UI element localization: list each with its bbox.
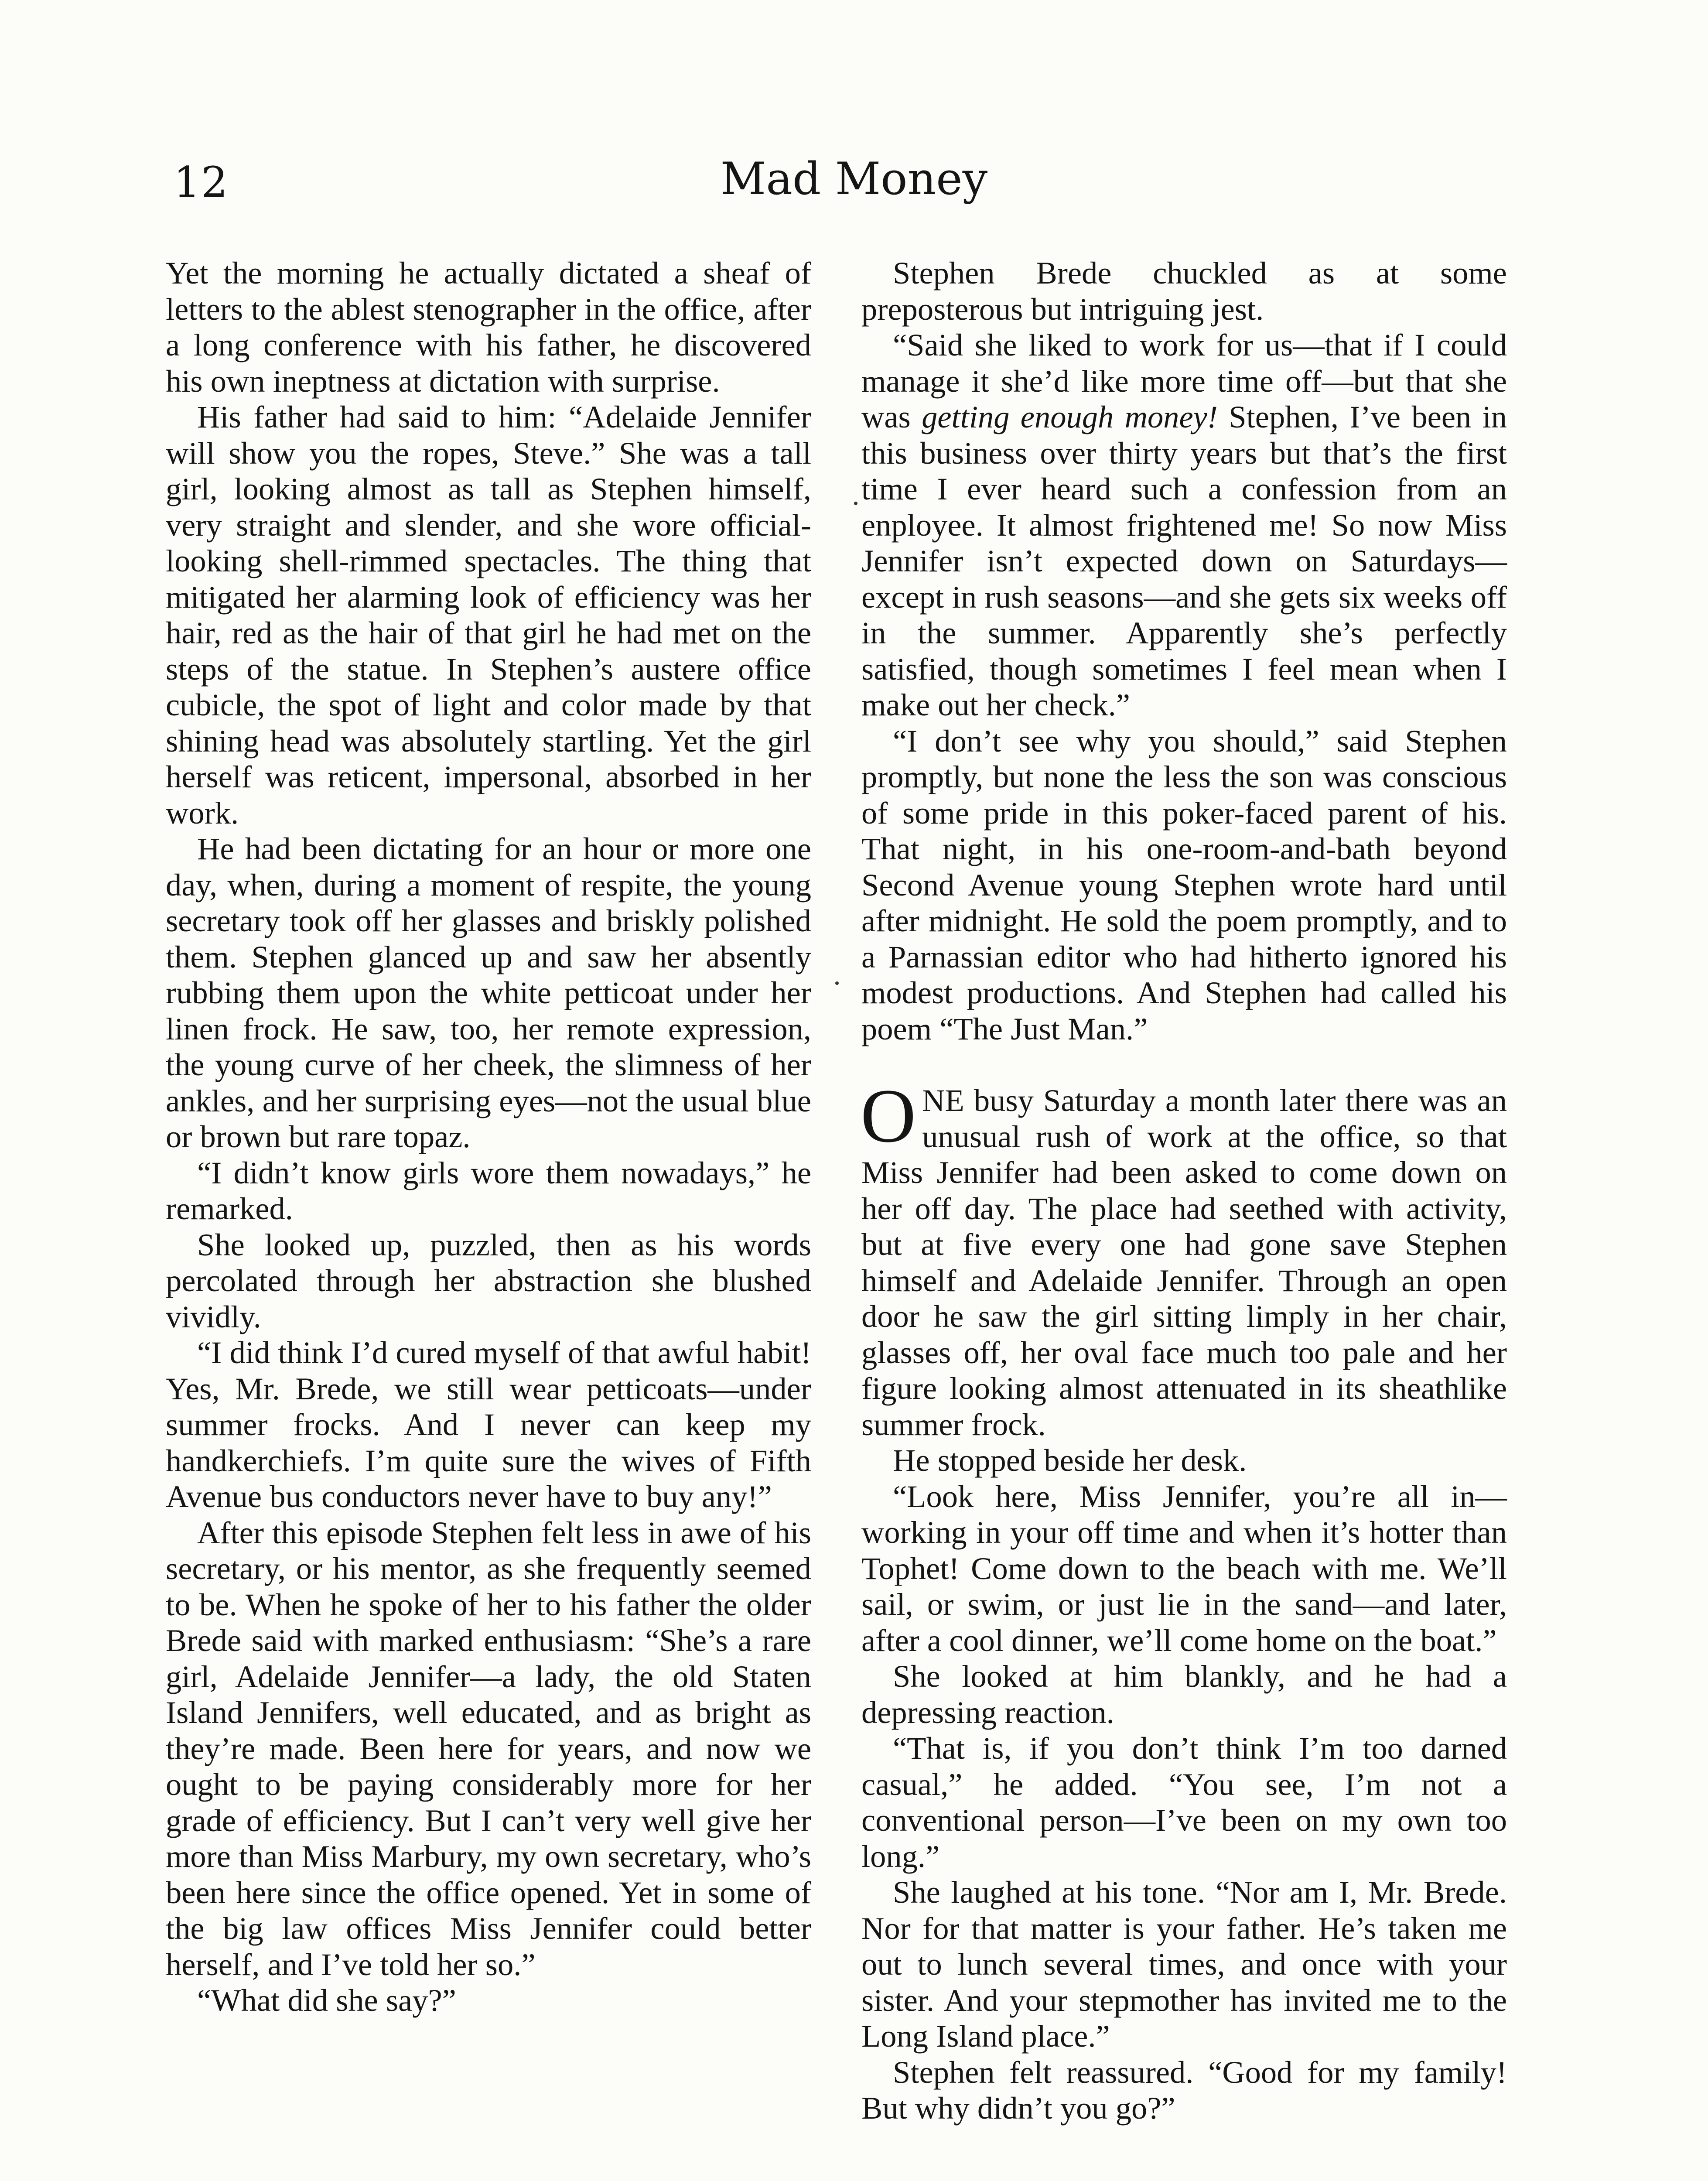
paragraph: “I didn’t know girls wore them nowadays,” he remarked. bbox=[166, 1155, 811, 1226]
paragraph: His father had said to him: “Adelaide Jennifer will show you the ropes, Steve.” She was a tall girl, looking almost as tall as Stephen himself, very straight and slender, and she wore official-looking shell-rimmed spectacles. The thing that mitigated her alarming look of efficiency was her hair, red as the hair of that girl he had met on the steps of the statue. In Stephen’s austere office cubicle, the spot of light and color made by that shining head was absolutely startling. Yet the girl herself was reticent, impersonal, absorbed in her work. bbox=[166, 399, 811, 831]
paragraph: He stopped beside her desk. bbox=[893, 1443, 1247, 1478]
paragraph: Stephen felt reassured. “Good for my family! But why didn’t you go?” bbox=[861, 2054, 1507, 2126]
paragraph: She laughed at his tone. “Nor am I, Mr. Brede. Nor for that matter is your father. He’s taken me out to lunch several times, and once with your sister. And your stepmother has invited me to the Long Island place.” bbox=[861, 1874, 1507, 2054]
text-run: NE busy Saturday a month later there was an unusual rush of work at the office, so that Miss Jennifer had been asked to come down on her off day. The place had seethed with activity, but at five every one had gone save Stephen himself and Adelaide Jennifer. Through an open door he saw the girl sitting limply in her chair, glasses off, her oval face much too pale and her figure looking almost attenuated in its sheathlike summer frock. bbox=[861, 1083, 1507, 1442]
paragraph: “I don’t see why you should,” said Stephen promptly, but none the less the son was conscious of some pride in this poker-faced parent of his. That night, in his one-room-and-bath beyond Second Avenue young Stephen wrote hard until after midnight. He sold the poem promptly, and to a Parnassian editor who had hitherto ignored his modest productions. And Stephen had called his poem “The Just Man.” bbox=[861, 723, 1507, 1046]
paragraph: He had been dictating for an hour or more one day, when, during a moment of respite, the young secretary took off her glasses and briskly polished them. Stephen glanced up and saw her absently rubbing them upon the white petticoat under her linen frock. He saw, too, her remote expression, the young curve of her cheek, the slimness of her ankles, and her surprising eyes—not the usual blue or brown but rare topaz. bbox=[166, 831, 811, 1154]
text-run: Stephen, I’ve been in this business over thirty years but that’s the first time I ever heard such a confession from an enployee. It almost frightened me! So now Miss Jennifer isn’t expected down on Saturdays—except in rush seasons—and she gets six weeks off in the summer. Apparently she’s perfectly satisfied, though sometimes I feel mean when I make out her check.” bbox=[861, 399, 1507, 722]
paragraph: Yet the morning he actually dictated a sheaf of letters to the ablest stenographer in the office, after a long conference with his father, he discovered his own ineptness at dictation with surprise. bbox=[166, 255, 811, 399]
paragraph: “That is, if you don’t think I’m too darned casual,” he added. “You see, I’m not a conventional person—I’ve been on my own too long.” bbox=[861, 1730, 1507, 1874]
print-speck bbox=[854, 502, 857, 505]
page-header bbox=[0, 153, 1708, 231]
drop-cap: O bbox=[861, 1073, 916, 1159]
left-column bbox=[166, 255, 811, 2019]
paragraph: Stephen Brede chuckled as at some preposterous but intriguing jest. bbox=[861, 255, 1507, 327]
paragraph bbox=[861, 327, 1507, 723]
running-title: Mad Money bbox=[720, 153, 988, 205]
paragraph: “Look here, Miss Jennifer, you’re all in—working in your off time and when it’s hotter than Tophet! Come down to the beach with me. We’ll sail, or swim, or just lie in the sand—and later, after a cool dinner, we’ll come home on the boat.” bbox=[861, 1478, 1507, 1658]
page-number: 12 bbox=[174, 158, 229, 207]
paragraph: She looked up, puzzled, then as his words percolated through her abstraction she blushed vividly. bbox=[166, 1227, 811, 1334]
text-run: “Said she liked to work for us—that if I could manage it she’d like more time off—but that she was bbox=[861, 327, 1507, 434]
italic-emphasis: getting enough money! bbox=[922, 399, 1218, 434]
paragraph: After this episode Stephen felt less in awe of his secretary, or his mentor, as she frequently seemed to be. When he spoke of her to his father the older Brede said with marked enthusiasm: “She’s a rare girl, Adelaide Jennifer—a lady, the old Staten Island Jennifers, well educated, and as bright as they’re made. Been here for years, and now we ought to be paying considerably more for her grade of efficiency. But I can’t very well give her more than Miss Marbury, my own secretary, who’s been here since the office opened. Yet in some of the big law offices Miss Jennifer could better herself, and I’ve told her so.” bbox=[166, 1514, 811, 1982]
section-opening-paragraph bbox=[861, 1073, 1507, 1443]
paragraph: “I did think I’d cured myself of that awful habit! Yes, Mr. Brede, we still wear petticoats—under summer frocks. And I never can keep my handkerchiefs. I’m quite sure the wives of Fifth Avenue bus conductors never have to buy any!” bbox=[166, 1335, 811, 1514]
paragraph: She looked at him blankly, and he had a depressing reaction. bbox=[861, 1658, 1507, 1730]
paragraph: “What did she say?” bbox=[197, 1983, 456, 2018]
print-speck bbox=[835, 981, 839, 985]
right-column bbox=[861, 255, 1507, 2126]
